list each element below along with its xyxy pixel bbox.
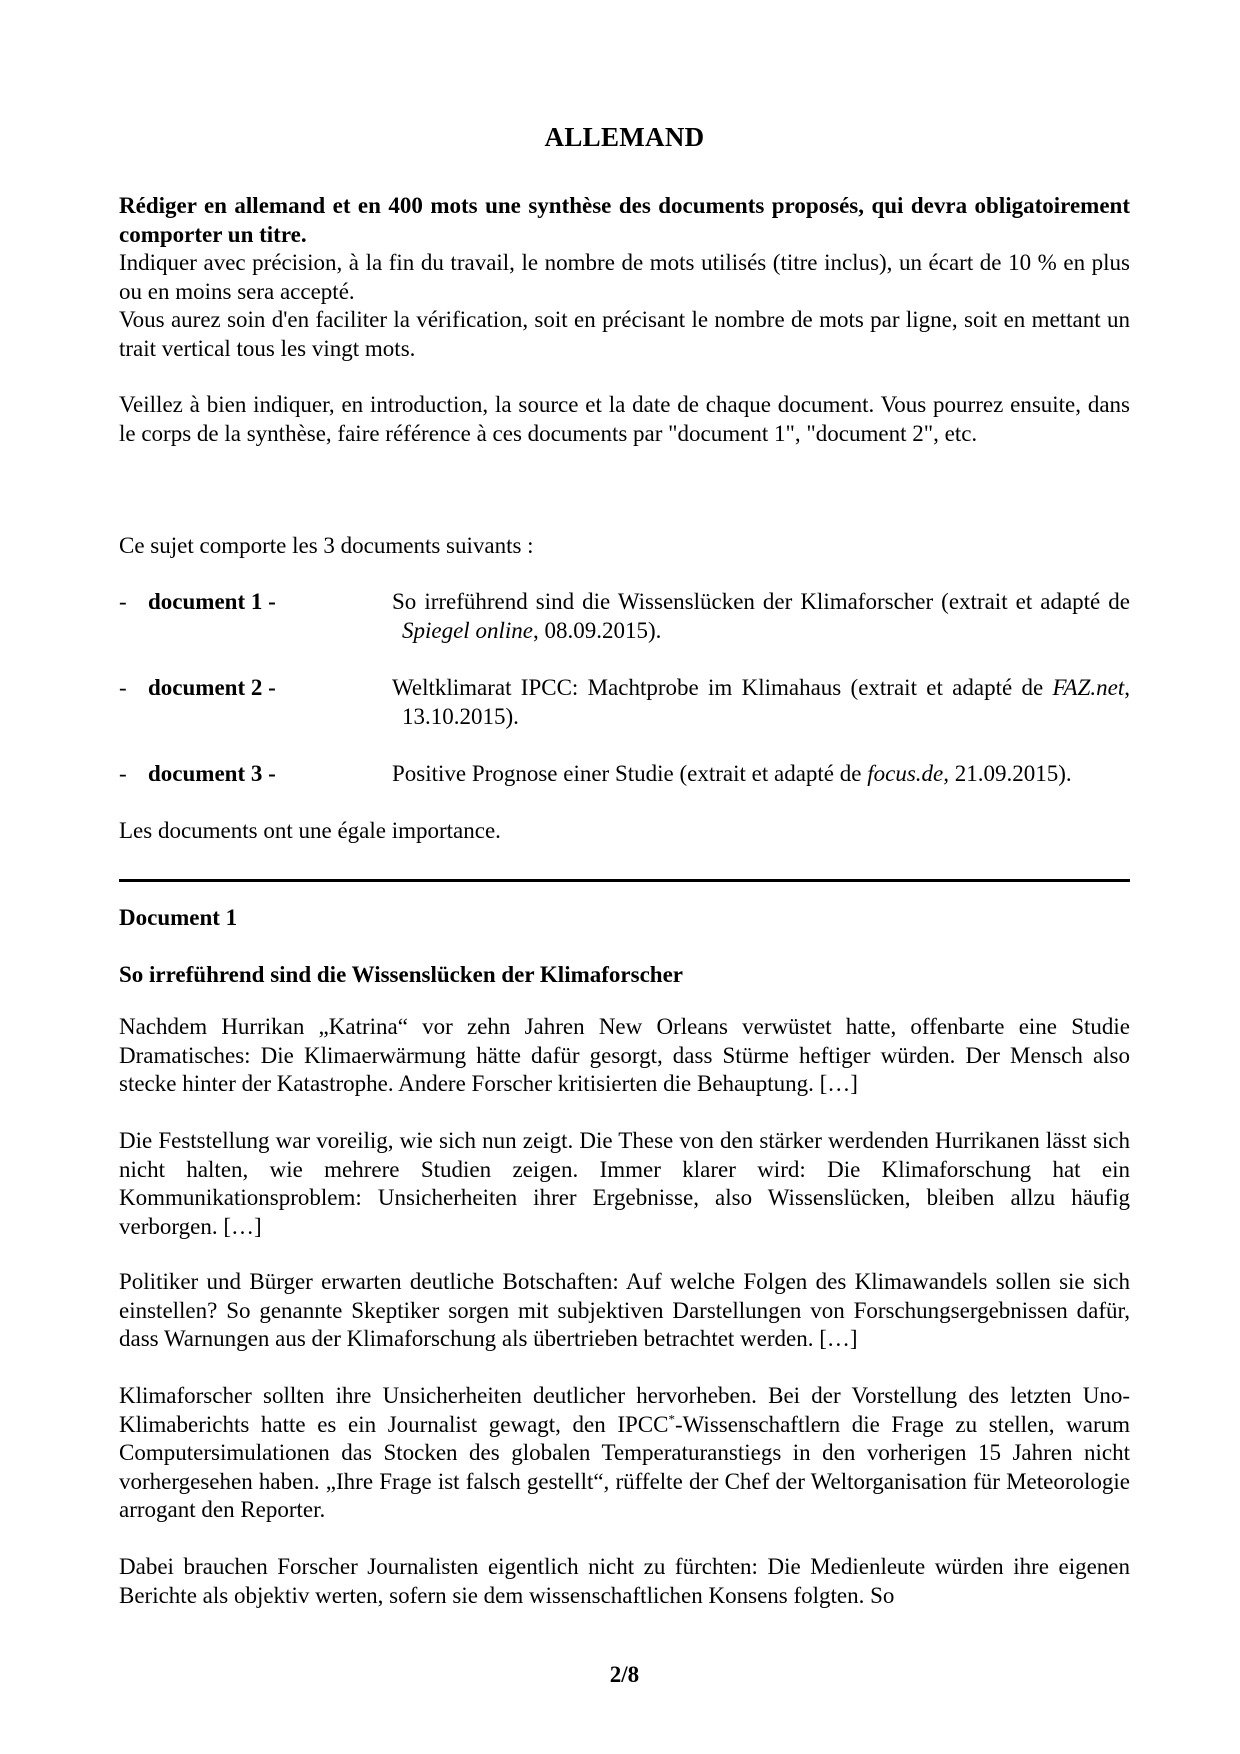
document-description [392, 760, 1130, 789]
article-text: Klimaforscher sollten ihre Unsicherheiten deutlicher hervorheben. Bei der Vorstellung des letzten Uno-Klimaberichts hatte es ein Journalist gewagt, den IPCC [119, 1383, 1130, 1437]
instructions-bold [119, 192, 1130, 364]
document-1-paragraph-4-block [119, 1382, 1130, 1525]
article-paragraph: Dabei brauchen Forscher Journalisten eigentlich nicht zu fürchten: Die Medienleute würden ihre eigenen Berichte als objektiv werten, sofern sie dem wissenschaftlichen Konsens folgten. So [119, 1554, 1130, 1608]
article-text: -Wissenschaftlern die Frage zu stellen, warum Computersimulationen das Stocken des globalen Temperaturanstiegs in den vorherigen 15 Jahren nicht vorhergesehen haben. „Ihre Frage ist falsch gestellt“, rüffelte der Chef der Weltorganisation für Meteorologie arrogant den Reporter. [119, 1411, 1130, 1523]
article-paragraph: Politiker und Bürger erwarten deutliche Botschaften: Auf welche Folgen des Klimawandels sollen sie sich einstellen? So genannte Skeptiker sorgen mit subjektiven Darstellungen von Forschungsergebnissen dafür, dass Warnungen aus der Klimaforschung als übertrieben betrachtet werden. […] [119, 1269, 1130, 1352]
importance-note-block [119, 817, 1130, 846]
documents-intro: Ce sujet comporte les 3 documents suivants : [119, 533, 534, 558]
importance-note: Les documents ont une égale importance. [119, 818, 501, 843]
document-description [392, 674, 1130, 731]
document-title: So irreführend sind die Wissenslücken der Klimaforscher (extrait et adapté de [392, 589, 1130, 614]
document-label: document 1 - [148, 589, 276, 614]
page-number: 2/8 [609, 1662, 640, 1687]
instructions-paragraph-3: Veillez à bien indiquer, en introduction, la source et la date de chaque document. Vous pourrez ensuite, dans le corps de la synthèse, faire référence à ces documents par "document 1", "document 2", etc. [119, 392, 1130, 446]
section-divider [119, 879, 1130, 882]
page-title: ALLEMAND [544, 122, 705, 152]
document-list-item-1 [119, 588, 1130, 648]
document-1-article-title: So irreführend sind die Wissenslücken der Klimaforscher [119, 962, 683, 987]
document-description [392, 588, 1130, 645]
document-date: , 13.10.2015). [402, 675, 1130, 729]
document-1-paragraph-3-block [119, 1268, 1130, 1354]
list-dash: - [119, 675, 127, 700]
list-dash: - [119, 589, 127, 614]
document-source: Spiegel online [402, 617, 533, 643]
document-title: Positive Prognose einer Studie (extrait et adapté de [392, 761, 862, 786]
instructions-bold-text: Rédiger en allemand et en 400 mots une synthèse des documents proposés, qui devra obligatoirement comporter un titre. [119, 193, 1130, 247]
article-paragraph [119, 1382, 1130, 1525]
document-date: 21.09.2015). [948, 761, 1072, 786]
document-1-paragraph-2-block [119, 1127, 1130, 1241]
document-1-paragraph-5-block [119, 1553, 1130, 1610]
document-source: focus.de, [867, 761, 949, 786]
documents-intro-block [119, 532, 1130, 561]
article-paragraph: Die Feststellung war voreilig, wie sich nun zeigt. Die These von den stärker werdenden Hurrikanen lässt sich nicht halten, wie mehrere Studien zeigen. Immer klarer wird: Die Klimaforschung hat ein Kommunikationsproblem: Unsicherheiten ihrer Ergebnisse, also Wissenslücken, bleiben allzu häufig verborgen. […] [119, 1128, 1130, 1239]
list-dash: - [119, 761, 127, 786]
document-source: FAZ.net [1052, 675, 1125, 700]
document-1-heading: Document 1 [119, 905, 238, 930]
instructions-paragraph-1: Indiquer avec précision, à la fin du travail, le nombre de mots utilisés (titre inclus), un écart de 10 % en plus ou en moins sera accepté. [119, 250, 1130, 304]
document-date: , 08.09.2015). [532, 617, 662, 643]
document-label: document 3 - [148, 761, 276, 786]
document-list-item-3 [119, 760, 1130, 790]
instructions-paragraph-3-block [119, 391, 1130, 448]
document-list-item-2 [119, 674, 1130, 734]
instructions-paragraph-2: Vous aurez soin d'en faciliter la vérification, soit en précisant le nombre de mots par ligne, soit en mettant un trait vertical tous les vingt mots. [119, 307, 1130, 361]
footnote-marker: * [668, 1410, 675, 1426]
document-title: Weltklimarat IPCC: Machtprobe im Klimahaus (extrait et adapté de [392, 675, 1044, 700]
document-label: document 2 - [148, 675, 276, 700]
article-paragraph: Nachdem Hurrikan „Katrina“ vor zehn Jahren New Orleans verwüstet hatte, offenbarte eine Studie Dramatisches: Die Klimaerwärmung hätte dafür gesorgt, dass Stürme heftiger würden. Der Mensch also stecke hinter der Katastrophe. Andere Forscher kritisierten die Behauptung. […] [119, 1014, 1130, 1097]
document-1-paragraph-1-block [119, 1013, 1130, 1099]
